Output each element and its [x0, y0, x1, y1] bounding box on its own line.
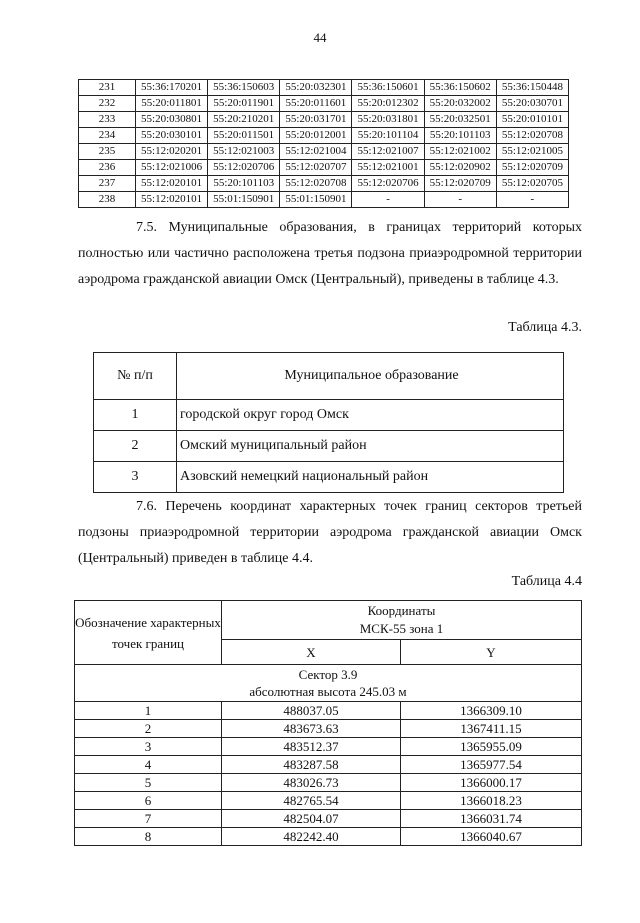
table-row	[94, 431, 564, 462]
table-row	[75, 792, 582, 810]
table-cell: 55:12:020201	[136, 144, 208, 160]
table-row	[75, 702, 582, 720]
table-cell: 483287.58	[222, 756, 401, 774]
table-cell: 55:20:011801	[136, 96, 208, 112]
table-cell: 6	[75, 792, 222, 810]
table-cell: 55:12:020707	[280, 160, 352, 176]
table-cell: -	[352, 192, 424, 208]
table-cell: 55:12:021002	[424, 144, 496, 160]
table-cell: 55:12:021005	[496, 144, 568, 160]
table-cell: 55:12:020706	[208, 160, 280, 176]
sector-label	[75, 665, 582, 702]
table-cell: 55:12:020708	[280, 176, 352, 192]
table-row	[79, 112, 569, 128]
sector-row	[75, 665, 582, 702]
table-cell: 55:20:030701	[496, 96, 568, 112]
header-y: Y	[401, 640, 582, 665]
table-cell: 55:01:150901	[208, 192, 280, 208]
table-cell: 483673.63	[222, 720, 401, 738]
table-cell: Омский муниципальный район	[177, 431, 564, 462]
table-cell: 233	[79, 112, 136, 128]
table-cell: 236	[79, 160, 136, 176]
table-cell: 1365955.09	[401, 738, 582, 756]
table-cell: 1366309.10	[401, 702, 582, 720]
table-cell: 55:20:032501	[424, 112, 496, 128]
table-cell: 55:20:101103	[208, 176, 280, 192]
table-cell: 488037.05	[222, 702, 401, 720]
table-cell: 55:12:021004	[280, 144, 352, 160]
table-cell: 3	[94, 462, 177, 493]
table-cell: 1366031.74	[401, 810, 582, 828]
table-cell: 55:20:031801	[352, 112, 424, 128]
table-row	[79, 176, 569, 192]
table-row	[79, 192, 569, 208]
table-cell: 237	[79, 176, 136, 192]
table-cell: 55:12:020708	[496, 128, 568, 144]
table-cell: 2	[75, 720, 222, 738]
table-cell: 55:20:101104	[352, 128, 424, 144]
table-cell: 1366040.67	[401, 828, 582, 846]
header-coordinates-title: Координаты	[367, 603, 436, 618]
table-cell: 55:12:021001	[352, 160, 424, 176]
table-cell: 55:12:021003	[208, 144, 280, 160]
header-coordinates-system: МСК-55 зона 1	[359, 621, 444, 636]
table-cell: 55:12:020101	[136, 192, 208, 208]
table-row	[94, 400, 564, 431]
table-cell: 1367411.15	[401, 720, 582, 738]
table-cell: 55:20:032301	[280, 80, 352, 96]
header-designation: Обозначение характерных точек границ	[75, 601, 222, 665]
table-cell: 55:20:030101	[136, 128, 208, 144]
table-cell: 1	[75, 702, 222, 720]
table-cell: 483026.73	[222, 774, 401, 792]
header-coordinates	[222, 601, 582, 640]
cadastral-blocks-table-body	[79, 80, 569, 208]
sector-name: Сектор 3.9	[298, 667, 358, 682]
table-cell: 55:01:150901	[280, 192, 352, 208]
table-row	[79, 96, 569, 112]
table-row	[79, 80, 569, 96]
section-7-5-text: 7.5. Муниципальные образования, в границах территорий которых полностью или частично расположена третья подзона приаэродромной территории аэродрома гражданской авиации Омск (Центральный), приведены в таблице 4.3.	[78, 220, 582, 287]
table-cell: 238	[79, 192, 136, 208]
table-cell: 55:20:030801	[136, 112, 208, 128]
table-cell: 55:20:012302	[352, 96, 424, 112]
table-cell: 55:20:012001	[280, 128, 352, 144]
header-x: X	[222, 640, 401, 665]
table-cell: 55:20:011901	[208, 96, 280, 112]
table-cell: 2	[94, 431, 177, 462]
header-number: № п/п	[94, 353, 177, 400]
coordinates-table-body	[75, 601, 582, 846]
table-cell: 55:12:020101	[136, 176, 208, 192]
table-row	[75, 756, 582, 774]
table-cell: 4	[75, 756, 222, 774]
table-cell: 231	[79, 80, 136, 96]
section-7-6-text: 7.6. Перечень координат характерных точек границ секторов третьей подзоны приаэродромной территории аэродрома гражданской авиации Омск (Центральный) приведен в таблице 4.4.	[78, 499, 582, 566]
table-cell: городской округ город Омск	[177, 400, 564, 431]
table-cell: 55:36:150602	[424, 80, 496, 96]
table-cell: 5	[75, 774, 222, 792]
table-cell: 235	[79, 144, 136, 160]
table-cell: 55:36:150603	[208, 80, 280, 96]
table-cell: 55:20:031701	[280, 112, 352, 128]
table-row	[79, 160, 569, 176]
table-row	[79, 144, 569, 160]
table-cell: 3	[75, 738, 222, 756]
table-cell: 55:12:020709	[424, 176, 496, 192]
table-cell: 55:20:011601	[280, 96, 352, 112]
table-cell: 232	[79, 96, 136, 112]
header-municipality: Муниципальное образование	[177, 353, 564, 400]
coordinates-header-row	[75, 601, 582, 640]
coordinates-table	[74, 600, 582, 846]
table-cell: 1	[94, 400, 177, 431]
table-cell: -	[496, 192, 568, 208]
table-cell: 55:20:011501	[208, 128, 280, 144]
table-cell: 55:36:150601	[352, 80, 424, 96]
table-cell: 482765.54	[222, 792, 401, 810]
table-cell: -	[424, 192, 496, 208]
table-cell: 1366018.23	[401, 792, 582, 810]
table-cell: 55:12:021007	[352, 144, 424, 160]
table-row	[75, 810, 582, 828]
table-cell: 55:12:020705	[496, 176, 568, 192]
table-row	[75, 774, 582, 792]
table-cell: 483512.37	[222, 738, 401, 756]
table-cell: 55:20:010101	[496, 112, 568, 128]
table-row	[79, 128, 569, 144]
cadastral-blocks-table	[78, 79, 569, 208]
table-cell: 1365977.54	[401, 756, 582, 774]
table-row	[75, 738, 582, 756]
table-cell: 55:20:210201	[208, 112, 280, 128]
table-cell: 8	[75, 828, 222, 846]
table-cell: 234	[79, 128, 136, 144]
table-cell: 55:20:032002	[424, 96, 496, 112]
table-cell: 55:12:020706	[352, 176, 424, 192]
page-number: 44	[313, 30, 327, 45]
municipalities-table-body	[94, 353, 564, 493]
table-row	[94, 462, 564, 493]
table-row	[75, 828, 582, 846]
section-7-5	[78, 215, 582, 293]
table-cell: 55:12:020902	[424, 160, 496, 176]
table-cell: 7	[75, 810, 222, 828]
municipalities-table	[93, 352, 564, 493]
table-cell: 55:12:021006	[136, 160, 208, 176]
municipalities-table-header	[94, 353, 564, 400]
table-row	[75, 720, 582, 738]
table-cell: Азовский немецкий национальный район	[177, 462, 564, 493]
table-cell: 482504.07	[222, 810, 401, 828]
table-4-3-caption: Таблица 4.3.	[508, 320, 582, 335]
section-7-6	[78, 494, 582, 572]
table-cell: 55:20:101103	[424, 128, 496, 144]
sector-altitude: абсолютная высота 245.03 м	[249, 684, 407, 699]
table-cell: 482242.40	[222, 828, 401, 846]
table-cell: 55:12:020709	[496, 160, 568, 176]
table-4-4-caption: Таблица 4.4	[511, 574, 582, 589]
table-cell: 55:36:150448	[496, 80, 568, 96]
table-cell: 55:36:170201	[136, 80, 208, 96]
table-cell: 1366000.17	[401, 774, 582, 792]
